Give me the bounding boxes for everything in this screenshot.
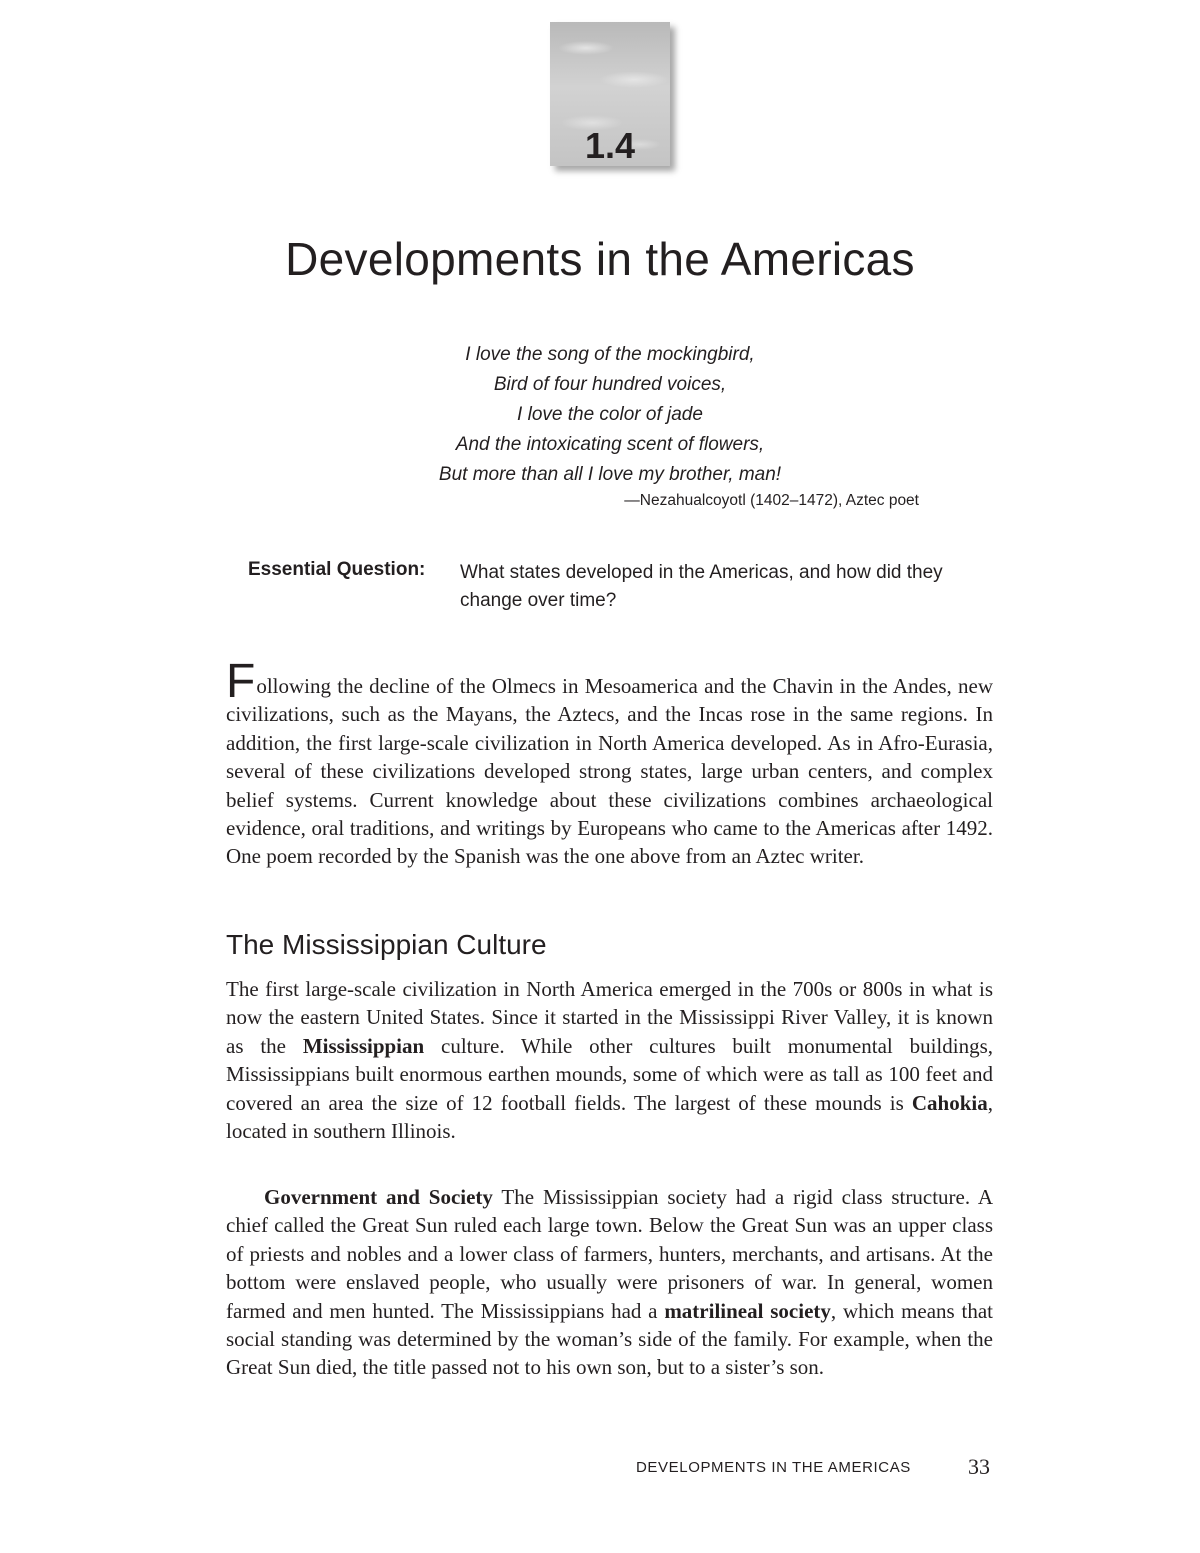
page-number: 33 [968,1454,990,1479]
section-number: 1.4 [584,125,636,166]
section-heading: The Mississippian Culture [226,929,547,960]
paragraph-text: culture. While other cultures built monumental buildings, Mississippians built enormous earthen mounds, some of which were as tall as 100 feet and covered an area the size of 12 football fields. The largest of these mounds is [226,1033,993,1115]
poem-line: But more than all I love my brother, man! [438,464,782,485]
paragraph-text: The first large-scale civilization in North America emerged in the 700s or 800s in what is now the eastern United States. Since it started in the Mississippi River Valley, it is known as the [226,977,993,1058]
mississippian-paragraph [226,975,993,1145]
government-society-paragraph [226,1183,993,1382]
essential-question-label: Essential Question: [248,559,426,580]
essential-question-text: What states developed in the Americas, and how did they change over time? [460,562,943,611]
poem-line: I love the color of jade [517,404,703,425]
key-term: matrilineal society [664,1298,831,1323]
epigraph-poem [300,340,920,490]
key-term: Cahokia [911,1090,988,1115]
epigraph-attribution: —Nezahualcoyotl (1402–1472), Aztec poet [624,492,919,509]
poem-line: And the intoxicating scent of flowers, [455,434,765,455]
running-footer: DEVELOPMENTS IN THE AMERICAS [636,1459,911,1476]
section-number-tab [550,22,670,166]
poem-line: Bird of four hundred voices, [493,374,727,395]
paragraph-text: , located in southern Illinois. [226,1090,993,1144]
subsection-lead: Government and Society [264,1185,493,1209]
drop-cap: F [226,655,256,708]
key-term: Mississippian [302,1033,425,1058]
paragraph-text: , which means that social standing was determined by the woman’s side of the family. For example, when the Great Sun died, the title passed not to his own son, but to a sister’s son. [226,1298,993,1380]
chapter-title: Developments in the Americas [285,233,915,285]
poem-line: I love the song of the mockingbird, [465,344,755,365]
paragraph-text: The Mississippian society had a rigid class structure. A chief called the Great Sun ruled each large town. Below the Great Sun was an upper class of priests and nobles and a lower class of farmers, hunters, merchants, and artisans. At the bottom were enslaved people, who usually were prisoners of war. In general, women farmed and men hunted. The Mississippians had a [226,1185,993,1323]
intro-text: ollowing the decline of the Olmecs in Mesoamerica and the Chavin in the Andes, new civilizations, such as the Mayans, the Aztecs, and the Incas rose in the same regions. In addition, the first large-scale civilization in North America developed. As in Afro-Eurasia, several of these civilizations developed strong states, large urban centers, and complex belief systems. Current knowledge about these civilizations combines archaeological evidence, oral traditions, and writings by Europeans who came to the Americas after 1492. One poem recorded by the Spanish was the one above from an Aztec writer. [226,674,993,869]
intro-paragraph [226,655,993,871]
